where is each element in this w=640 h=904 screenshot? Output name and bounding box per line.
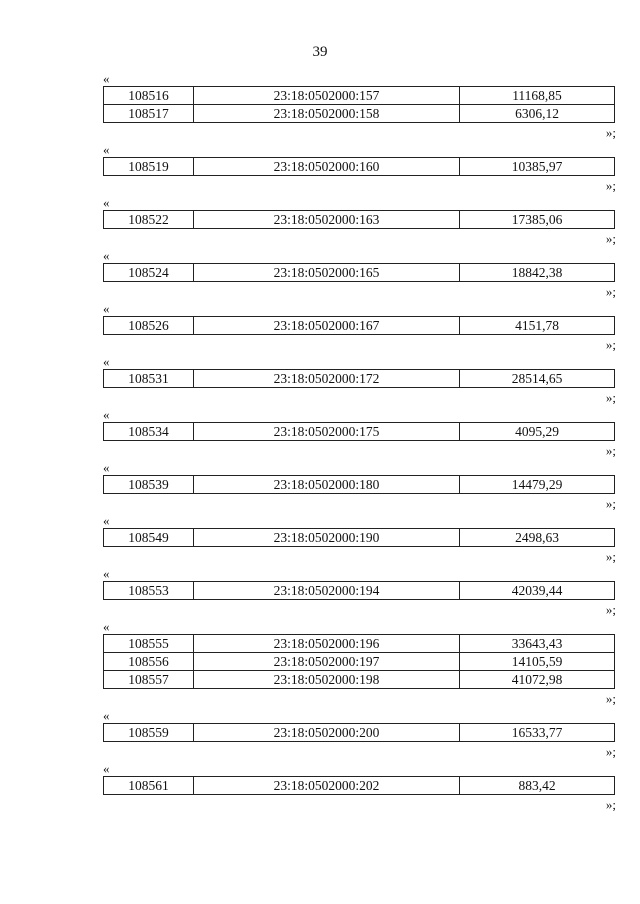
cadastral-number: 23:18:0502000:158 [194, 105, 460, 123]
open-quote: « [103, 407, 110, 422]
table-row [104, 777, 615, 795]
cadastral-number: 23:18:0502000:163 [194, 211, 460, 229]
amendment-block [0, 408, 640, 461]
parcel-table [103, 475, 615, 494]
record-number: 108559 [104, 724, 194, 742]
value-cell: 6306,12 [460, 105, 615, 123]
table-row [104, 370, 615, 388]
table-row [104, 635, 615, 653]
cadastral-number: 23:18:0502000:202 [194, 777, 460, 795]
page-number: 39 [312, 44, 328, 60]
cadastral-number: 23:18:0502000:172 [194, 370, 460, 388]
table-row [104, 317, 615, 335]
record-number: 108534 [104, 423, 194, 441]
open-quote: « [103, 619, 110, 634]
record-number: 108561 [104, 777, 194, 795]
record-number: 108526 [104, 317, 194, 335]
parcel-table [103, 316, 615, 335]
table-row [104, 87, 615, 105]
open-quote: « [103, 354, 110, 369]
table-row [104, 264, 615, 282]
table-row [104, 476, 615, 494]
cadastral-number: 23:18:0502000:197 [194, 653, 460, 671]
record-number: 108549 [104, 529, 194, 547]
record-number: 108557 [104, 671, 194, 689]
close-quote: »; [605, 691, 616, 706]
table-row [104, 671, 615, 689]
open-quote: « [103, 513, 110, 528]
value-cell: 883,42 [460, 777, 615, 795]
parcel-table [103, 776, 615, 795]
amendment-block [0, 143, 640, 196]
cadastral-number: 23:18:0502000:196 [194, 635, 460, 653]
record-number: 108522 [104, 211, 194, 229]
table-row [104, 529, 615, 547]
open-quote: « [103, 142, 110, 157]
amendment-block [0, 709, 640, 762]
value-cell: 11168,85 [460, 87, 615, 105]
value-cell: 14105,59 [460, 653, 615, 671]
value-cell: 17385,06 [460, 211, 615, 229]
amendment-block [0, 461, 640, 514]
parcel-table [103, 581, 615, 600]
close-quote: »; [605, 602, 616, 617]
parcel-table [103, 528, 615, 547]
cadastral-number: 23:18:0502000:160 [194, 158, 460, 176]
amendment-block [0, 72, 640, 143]
value-cell: 42039,44 [460, 582, 615, 600]
table-row [104, 582, 615, 600]
value-cell: 41072,98 [460, 671, 615, 689]
amendment-block [0, 355, 640, 408]
table-row [104, 211, 615, 229]
cadastral-number: 23:18:0502000:180 [194, 476, 460, 494]
record-number: 108516 [104, 87, 194, 105]
parcel-table [103, 422, 615, 441]
parcel-table [103, 634, 615, 689]
record-number: 108517 [104, 105, 194, 123]
record-number: 108553 [104, 582, 194, 600]
parcel-table [103, 723, 615, 742]
amendment-block [0, 249, 640, 302]
close-quote: »; [605, 797, 616, 812]
close-quote: »; [605, 337, 616, 352]
parcel-table [103, 263, 615, 282]
amendment-blocks [0, 72, 640, 815]
table-row [104, 653, 615, 671]
cadastral-number: 23:18:0502000:200 [194, 724, 460, 742]
table-row [104, 105, 615, 123]
cadastral-number: 23:18:0502000:198 [194, 671, 460, 689]
record-number: 108531 [104, 370, 194, 388]
open-quote: « [103, 71, 110, 86]
record-number: 108519 [104, 158, 194, 176]
record-number: 108556 [104, 653, 194, 671]
value-cell: 2498,63 [460, 529, 615, 547]
value-cell: 14479,29 [460, 476, 615, 494]
amendment-block [0, 514, 640, 567]
close-quote: »; [605, 549, 616, 564]
open-quote: « [103, 708, 110, 723]
value-cell: 18842,38 [460, 264, 615, 282]
open-quote: « [103, 248, 110, 263]
cadastral-number: 23:18:0502000:190 [194, 529, 460, 547]
close-quote: »; [605, 125, 616, 140]
amendment-block [0, 620, 640, 709]
cadastral-number: 23:18:0502000:157 [194, 87, 460, 105]
value-cell: 28514,65 [460, 370, 615, 388]
cadastral-number: 23:18:0502000:165 [194, 264, 460, 282]
close-quote: »; [605, 178, 616, 193]
close-quote: »; [605, 390, 616, 405]
close-quote: »; [605, 231, 616, 246]
table-row [104, 423, 615, 441]
parcel-table [103, 86, 615, 123]
open-quote: « [103, 460, 110, 475]
value-cell: 4151,78 [460, 317, 615, 335]
amendment-block [0, 762, 640, 815]
value-cell: 16533,77 [460, 724, 615, 742]
close-quote: »; [605, 496, 616, 511]
table-row [104, 158, 615, 176]
close-quote: »; [605, 744, 616, 759]
record-number: 108524 [104, 264, 194, 282]
open-quote: « [103, 566, 110, 581]
value-cell: 4095,29 [460, 423, 615, 441]
cadastral-number: 23:18:0502000:194 [194, 582, 460, 600]
open-quote: « [103, 195, 110, 210]
parcel-table [103, 369, 615, 388]
table-row [104, 724, 615, 742]
value-cell: 10385,97 [460, 158, 615, 176]
open-quote: « [103, 301, 110, 316]
parcel-table [103, 210, 615, 229]
amendment-block [0, 302, 640, 355]
cadastral-number: 23:18:0502000:167 [194, 317, 460, 335]
record-number: 108555 [104, 635, 194, 653]
record-number: 108539 [104, 476, 194, 494]
amendment-block [0, 567, 640, 620]
close-quote: »; [605, 443, 616, 458]
value-cell: 33643,43 [460, 635, 615, 653]
amendment-block [0, 196, 640, 249]
parcel-table [103, 157, 615, 176]
open-quote: « [103, 761, 110, 776]
close-quote: »; [605, 284, 616, 299]
cadastral-number: 23:18:0502000:175 [194, 423, 460, 441]
